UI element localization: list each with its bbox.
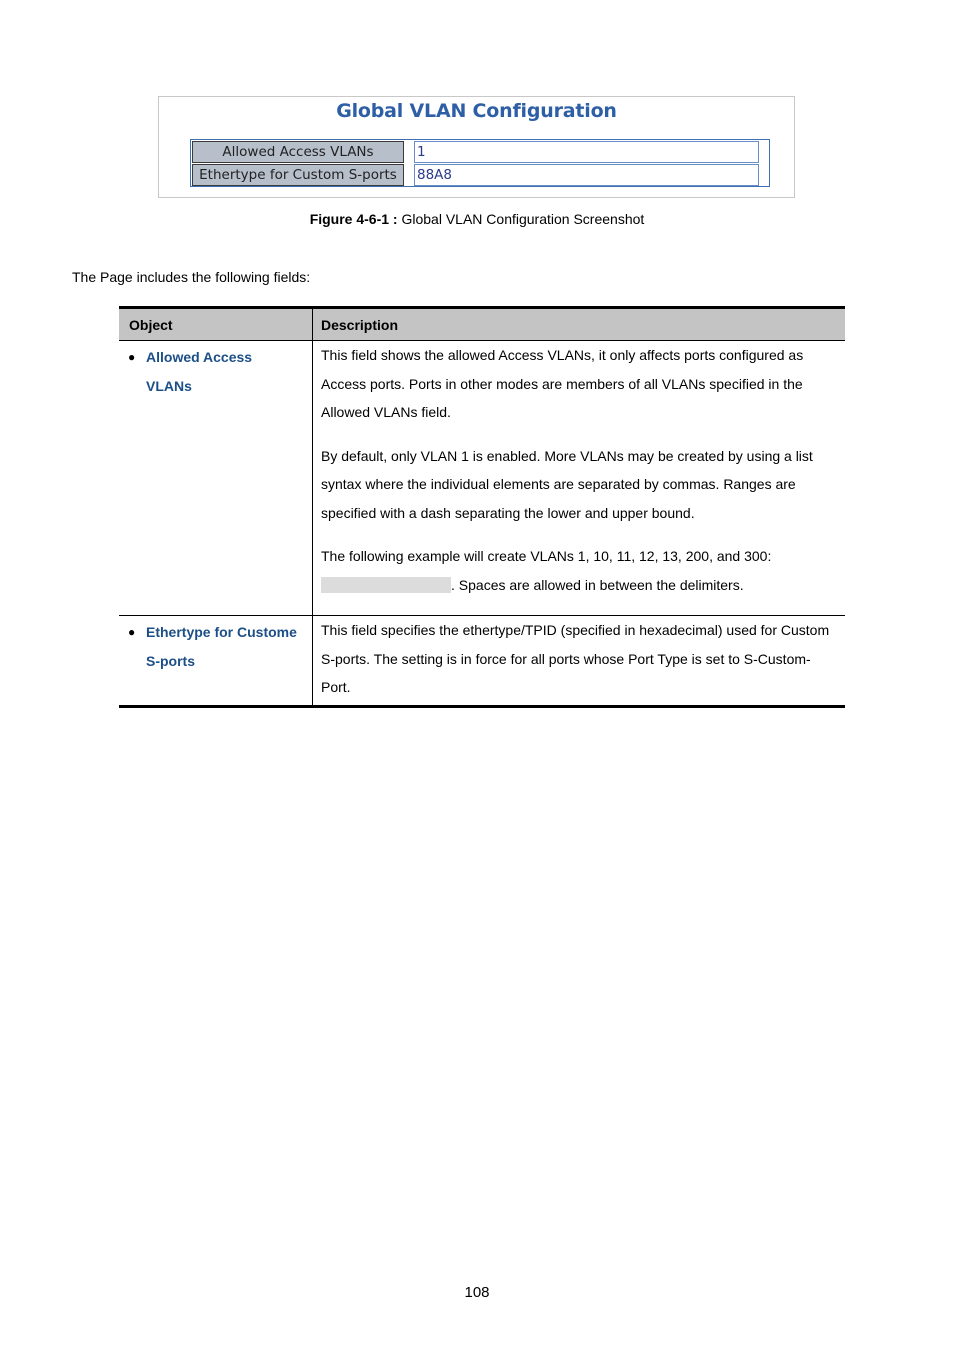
example-redacted-bar (321, 577, 451, 593)
description-cell (313, 616, 845, 705)
config-row-allowed-vlans (191, 141, 769, 163)
object-cell (119, 616, 313, 705)
fields-table (119, 306, 845, 708)
description-paragraph: This field specifies the ethertype/TPID (specified in hexadecimal) used for Custom S-ports. The setting is in force for all ports whose Port Type is set to S-Custom-Port. (321, 622, 830, 695)
table-row (119, 615, 845, 705)
object-name (146, 618, 311, 676)
allowed-vlans-label: Allowed Access VLANs (192, 141, 404, 163)
table-header (119, 309, 845, 341)
object-name-line1: Allowed Access (146, 349, 253, 365)
header-object: Object (119, 309, 313, 340)
object-name-line2: S-ports (146, 653, 195, 669)
header-description: Description (321, 317, 399, 333)
page-number: 108 (464, 1284, 490, 1301)
object-name-line2: VLANs (146, 378, 192, 394)
caption-label: Figure 4-6-1 : (309, 211, 398, 227)
caption-text: Global VLAN Configuration Screenshot (397, 211, 645, 227)
object-name (146, 343, 311, 401)
intro-text: The Page includes the following fields: (72, 269, 311, 285)
config-screenshot (158, 96, 795, 198)
config-title: Global VLAN Configuration (336, 100, 617, 122)
ethertype-label: Ethertype for Custom S-ports (192, 164, 404, 186)
bullet-icon: ● (128, 350, 136, 364)
config-table (190, 139, 770, 187)
bullet-icon: ● (128, 625, 136, 639)
example-suffix: . Spaces are allowed in between the delimiters. (451, 576, 744, 593)
description-paragraph: By default, only VLAN 1 is enabled. More VLANs may be created by using a list syntax where the individual elements are separated by commas. Ranges are specified with a dash separating the lower and upper bound. (321, 447, 813, 521)
ethertype-input[interactable] (414, 164, 759, 186)
allowed-vlans-input[interactable] (414, 141, 759, 163)
object-name-line1: Ethertype for Custome (146, 624, 297, 640)
description-cell (313, 341, 845, 615)
config-row-ethertype (191, 164, 769, 186)
example-intro: The following example will create VLANs 1, 10, 11, 12, 13, 200, and 300: (321, 548, 772, 564)
object-cell (119, 341, 313, 615)
description-paragraph: This field shows the allowed Access VLANs, it only affects ports configured as Access ports. Ports in other modes are members of all VLANs specified in the Allowed VLANs field. (321, 347, 804, 420)
table-row (119, 341, 845, 615)
description-paragraph (321, 542, 837, 599)
figure-caption (0, 211, 954, 227)
